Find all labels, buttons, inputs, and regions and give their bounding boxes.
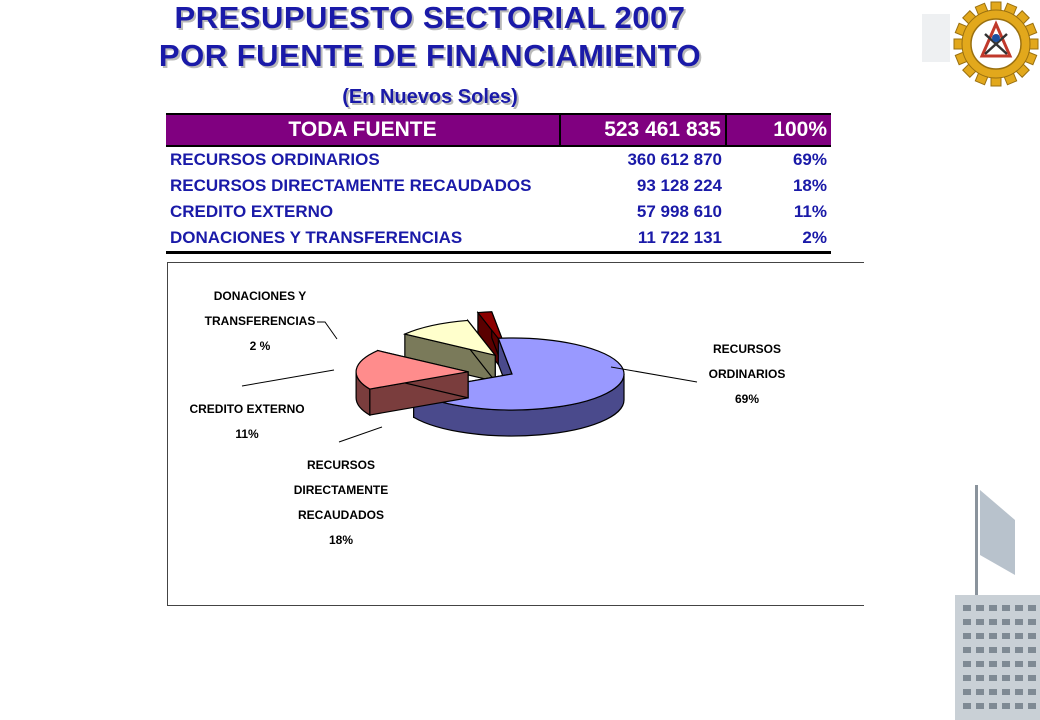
row-percent: 2%	[802, 228, 827, 247]
label-line: DONACIONES Y	[213, 289, 307, 303]
label-line: DIRECTAMENTE	[293, 483, 389, 497]
label-line: ORDINARIOS	[708, 367, 786, 381]
header-amount: 523 461 835	[560, 114, 726, 146]
label-line: CREDITO EXTERNO	[189, 402, 305, 416]
label-line: RECURSOS	[712, 342, 781, 356]
table-row	[166, 199, 831, 225]
row-source: RECURSOS DIRECTAMENTE RECAUDADOS	[170, 176, 532, 195]
label-line: RECAUDADOS	[297, 508, 384, 522]
row-amount: 93 128 224	[636, 176, 722, 195]
leader-line	[339, 427, 382, 442]
label-line: RECURSOS	[306, 458, 375, 472]
row-percent: 11%	[793, 202, 827, 221]
building-photo	[955, 485, 1040, 720]
table-row	[166, 225, 831, 253]
gear-emblem-icon	[952, 0, 1040, 88]
label-percent: 69%	[734, 392, 760, 406]
logo-backdrop	[922, 14, 950, 62]
label-percent: 2 %	[249, 339, 271, 353]
row-amount: 57 998 610	[636, 202, 722, 221]
label-donaciones	[185, 284, 335, 359]
table-row	[166, 173, 831, 199]
row-source: DONACIONES Y TRANSFERENCIAS	[170, 228, 463, 247]
budget-table	[166, 113, 831, 254]
row-percent: 69%	[792, 150, 827, 169]
label-line: TRANSFERENCIAS	[204, 314, 316, 328]
page-title-line2: POR FUENTE DE FINANCIAMIENTO	[158, 38, 702, 73]
label-recursos-ordinarios	[672, 337, 822, 412]
table-header-row	[166, 114, 831, 146]
row-amount: 11 722 131	[637, 228, 722, 247]
row-source: RECURSOS ORDINARIOS	[170, 150, 380, 169]
leader-line	[242, 370, 334, 386]
page-subtitle: (En Nuevos Soles)	[342, 86, 518, 108]
label-recursos-directamente	[266, 453, 416, 553]
header-source: TODA FUENTE	[166, 114, 560, 146]
label-percent: 18%	[328, 533, 354, 547]
table-row	[166, 146, 831, 173]
label-percent: 11%	[235, 427, 259, 441]
row-amount: 360 612 870	[627, 150, 722, 169]
row-source: CREDITO EXTERNO	[170, 202, 334, 221]
header-percent: 100%	[726, 114, 831, 146]
row-percent: 18%	[792, 176, 827, 195]
label-credito-externo	[172, 397, 322, 447]
page-title: PRESUPUESTO SECTORIAL 2007	[174, 0, 686, 35]
